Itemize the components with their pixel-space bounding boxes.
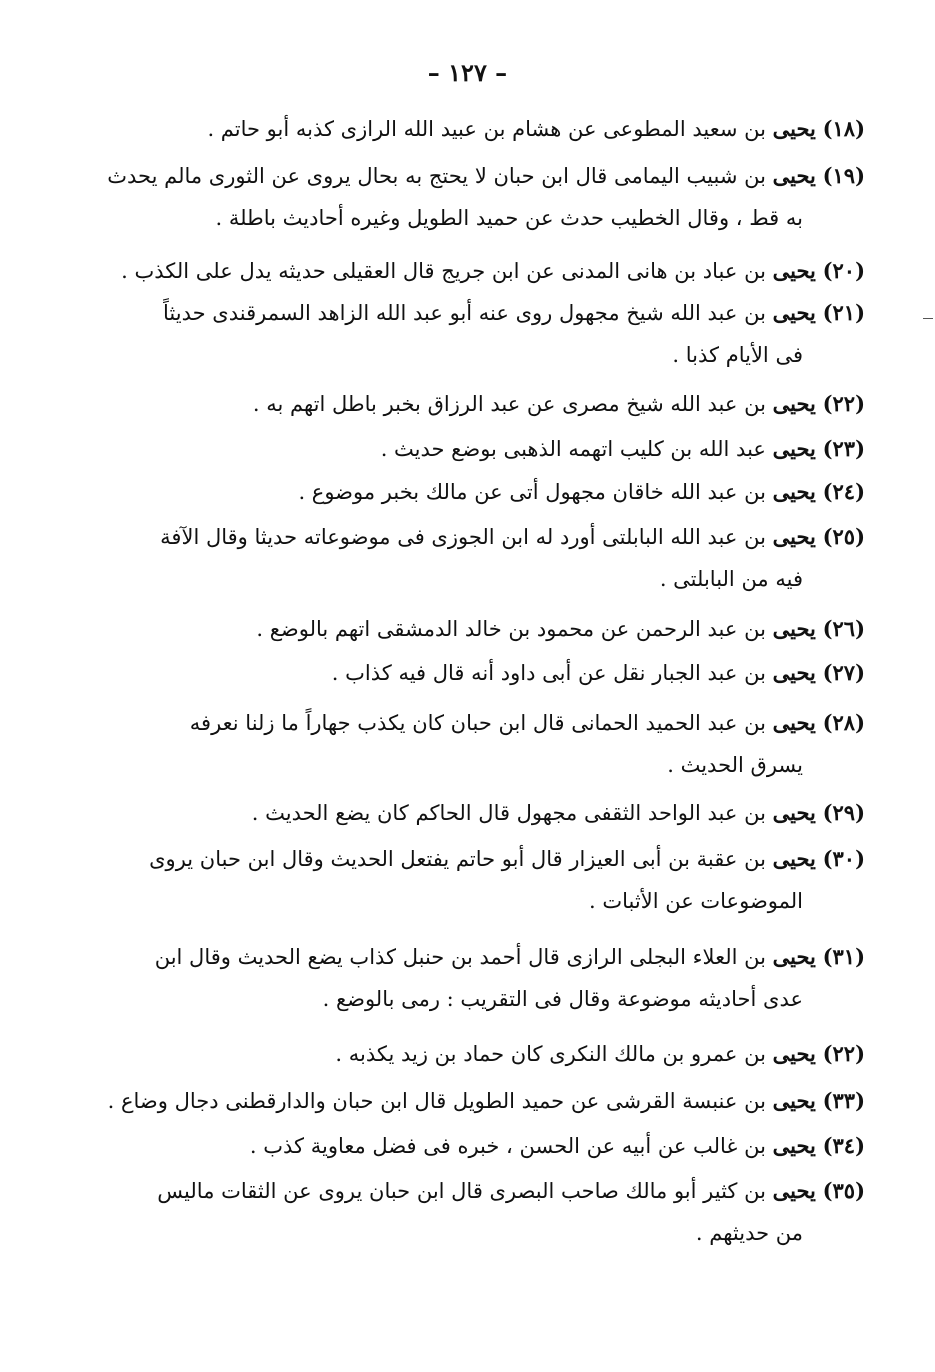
entry-32 [95,1033,865,1075]
entry-continuation: من حديثهم . [695,1221,803,1245]
page-number: – ١٢٧ – [427,58,508,87]
entry-number: (٢٣) [822,436,865,461]
entry-name: يحيى [772,660,816,685]
entry-number: (٢٢) [822,1041,865,1066]
entry-31 [95,936,865,1020]
entry-25 [95,516,865,600]
entry-number: (٢٨) [822,710,865,735]
entry-text: بن عبد الله خاقان مجهول أتى عن مالك بخبر موضوع . [298,480,766,504]
entry-name: يحيى [772,258,816,283]
entry-text: بن عبد الرحمن عن محمود بن خالد الدمشقى اتهم بالوضع . [256,617,766,641]
entry-text: بن غالب عن أبيه عن الحسن ، خبره فى فضل معاوية كذب . [249,1134,766,1158]
entry-text: بن عبد الجبار نقل عن أبى داود أنه قال فيه كذاب . [331,661,766,685]
entry-continuation: الموضوعات عن الأثبات . [589,889,803,913]
entry-continuation: فيه من البابلتى . [659,567,803,591]
entry-name: يحيى [772,1041,816,1066]
entry-text: بن عبد الحميد الحمانى قال ابن حبان كان يكذب جهاراً ما زلنا نعرفه [189,711,766,735]
entry-name: يحيى [772,1133,816,1158]
entry-27 [95,652,865,694]
entry-text: بن عمرو بن مالك النكرى كان حماد بن زيد يكذبه . [335,1042,766,1066]
entry-text: بن سعيد المطوعى عن هشام بن عبيد الله الرازى كذبه أبو حاتم . [207,117,766,141]
entry-name: يحيى [772,436,816,461]
entry-33 [95,1080,865,1122]
entry-number: (٣٤) [822,1133,865,1158]
margin-mark [923,318,933,319]
entry-name: يحيى [772,800,816,825]
entry-28 [95,702,865,786]
entry-number: (٣١) [822,944,865,969]
entry-30 [95,838,865,922]
entry-text: عبد الله بن كليب اتهمه الذهبى بوضع حديث . [380,437,766,461]
entry-19 [95,155,865,239]
entry-text: بن كثير أبو مالك صاحب البصرى قال ابن حبان يروى عن الثقات ماليس [157,1179,766,1203]
entry-number: (٣٥) [822,1178,865,1203]
entry-continuation: به قط ، وقال الخطيب حدث عن حميد الطويل وغيره أحاديث باطلة . [215,206,803,230]
entry-text: بن العلاء البجلى الرازى قال أحمد بن حنبل كذاب يضع الحديث وقال ابن [154,945,766,969]
entry-name: يحيى [772,479,816,504]
entry-text: بن شبيب اليمامى قال ابن حبان لا يحتج به بحال يروى عن الثورى مالم يحدث [107,164,766,188]
entry-34 [95,1125,865,1167]
entry-number: (٢٦) [822,616,865,641]
entry-18 [95,108,865,150]
entry-name: يحيى [772,710,816,735]
entry-name: يحيى [772,1088,816,1113]
entry-text: بن عبد الله شيخ مجهول روى عنه أبو عبد الله الزاهد السمرقندى حديثاً [163,301,766,325]
entry-number: (٣٠) [822,846,865,871]
entry-text: بن عنبسة القرشى عن حميد الطويل قال ابن حبان والدارقطنى دجال وضاع . [107,1089,766,1113]
entry-continuation: عدى أحاديثه موضوعة وقال فى التقريب : رمى بالوضع . [322,987,803,1011]
entry-text: بن عقبة بن أبى العيزار قال أبو حاتم يفتعل الحديث وقال ابن حبان يروى [149,847,766,871]
entry-name: يحيى [772,616,816,641]
entry-number: (٣٣) [822,1088,865,1113]
entry-number: (١٩) [822,163,865,188]
entry-number: (٢١) [822,300,865,325]
entry-number: (٢٧) [822,660,865,685]
entry-continuation: يسرق الحديث . [667,753,803,777]
entry-name: يحيى [772,944,816,969]
entry-text: بن عبد الله شيخ مصرى عن عبد الرزاق بخبر باطل اتهم به . [252,392,766,416]
entry-name: يحيى [772,524,816,549]
entry-20 [95,250,865,292]
entry-29 [95,792,865,834]
entry-number: (٢٠) [822,258,865,283]
entry-number: (٢٤) [822,479,865,504]
entry-number: (٢٢) [822,391,865,416]
entry-number: (٢٩) [822,800,865,825]
entry-21 [95,292,865,376]
entry-name: يحيى [772,1178,816,1203]
entry-22 [95,383,865,425]
entry-continuation: فى الأيام كذبا . [672,343,803,367]
entry-35 [95,1170,865,1254]
entry-text: بن عبد الواحد الثقفى مجهول قال الحاكم كان يضع الحديث . [251,801,766,825]
entry-24 [95,471,865,513]
entry-text: بن عبد الله البابلتى أورد له ابن الجوزى فى موضوعاته حديثا وقال الآفة [160,525,766,549]
entry-name: يحيى [772,300,816,325]
entry-26 [95,608,865,650]
entry-23 [95,428,865,470]
entry-text: بن عباد بن هانى المدنى عن ابن جريج قال العقيلى حديثه يدل على الكذب . [121,259,766,283]
entry-number: (١٨) [822,116,865,141]
entry-name: يحيى [772,163,816,188]
entry-name: يحيى [772,846,816,871]
entry-number: (٢٥) [822,524,865,549]
entry-name: يحيى [772,391,816,416]
entry-name: يحيى [772,116,816,141]
